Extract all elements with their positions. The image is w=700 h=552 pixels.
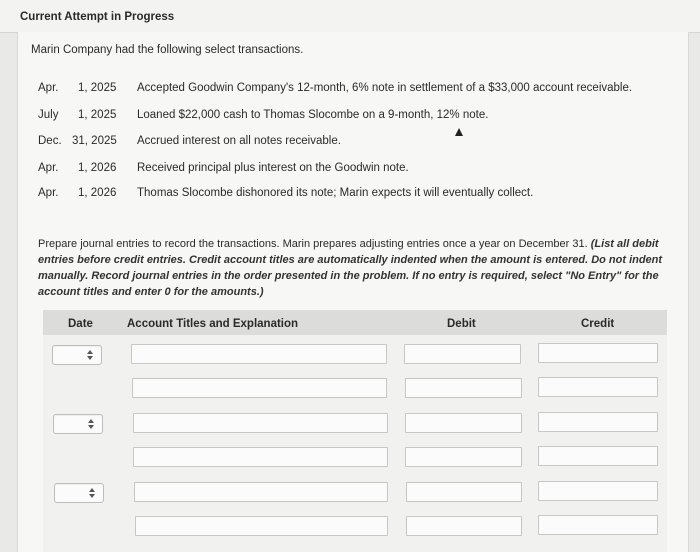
journal-table-header bbox=[43, 310, 667, 336]
date-select[interactable] bbox=[54, 483, 104, 503]
transaction-description: Loaned $22,000 cash to Thomas Slocombe on a 9-month, 12% note. bbox=[137, 109, 489, 121]
credit-input[interactable] bbox=[538, 412, 658, 432]
transaction-day: 1, 2026 bbox=[78, 162, 117, 174]
credit-input[interactable] bbox=[538, 343, 658, 363]
transaction-month: Dec. bbox=[38, 135, 62, 147]
date-select[interactable] bbox=[52, 345, 102, 365]
debit-input[interactable] bbox=[405, 447, 522, 467]
debit-input[interactable] bbox=[405, 378, 522, 398]
account-title-input[interactable] bbox=[132, 378, 387, 398]
credit-input[interactable] bbox=[538, 377, 658, 397]
page-header bbox=[0, 0, 700, 33]
select-arrows-icon bbox=[87, 350, 93, 360]
select-arrows-icon bbox=[88, 419, 94, 429]
account-title-input[interactable] bbox=[131, 344, 387, 364]
credit-input[interactable] bbox=[538, 515, 658, 535]
credit-input[interactable] bbox=[538, 481, 658, 501]
debit-input[interactable] bbox=[406, 482, 522, 502]
debit-input[interactable] bbox=[405, 413, 522, 433]
transaction-month: Apr. bbox=[38, 82, 59, 94]
transaction-day: 1, 2025 bbox=[78, 109, 117, 121]
credit-input[interactable] bbox=[538, 446, 658, 466]
column-header-credit: Credit bbox=[581, 318, 615, 330]
account-title-input[interactable] bbox=[134, 482, 388, 502]
transaction-month: Apr. bbox=[38, 187, 59, 199]
attempt-status-title: Current Attempt in Progress bbox=[20, 11, 175, 23]
transaction-description: Received principal plus interest on the Goodwin note. bbox=[137, 162, 409, 174]
account-title-input[interactable] bbox=[133, 447, 388, 467]
journal-table-body bbox=[43, 335, 667, 552]
transaction-month: July bbox=[38, 109, 59, 121]
transaction-description: Accrued interest on all notes receivable. bbox=[137, 135, 341, 147]
transaction-day: 31, 2025 bbox=[72, 135, 117, 147]
transaction-description: Accepted Goodwin Company's 12-month, 6% note in settlement of a $33,000 account receivable. bbox=[137, 82, 633, 94]
transaction-day: 1, 2026 bbox=[78, 187, 117, 199]
date-select[interactable] bbox=[53, 414, 103, 434]
transaction-description: Thomas Slocombe dishonored its note; Marin expects it will eventually collect. bbox=[137, 187, 534, 199]
select-arrows-icon bbox=[89, 488, 95, 498]
column-header-date: Date bbox=[68, 318, 93, 330]
transaction-month: Apr. bbox=[38, 162, 59, 174]
column-header-account: Account Titles and Explanation bbox=[127, 318, 299, 330]
instructions bbox=[38, 236, 668, 300]
instructions-lead: Prepare journal entries to record the transactions. Marin prepares adjusting entries once a year on December 31. bbox=[38, 238, 591, 250]
account-title-input[interactable] bbox=[135, 516, 388, 536]
problem-intro: Marin Company had the following select transactions. bbox=[31, 44, 304, 56]
column-header-debit: Debit bbox=[447, 318, 476, 330]
debit-input[interactable] bbox=[406, 516, 522, 536]
debit-input[interactable] bbox=[404, 344, 521, 364]
account-title-input[interactable] bbox=[133, 413, 388, 433]
transaction-day: 1, 2025 bbox=[78, 82, 117, 94]
instructions-note: (List all debit entries before credit entries. Credit account titles are automatically indented when the amount is entered. Do not indent manually. Record journal entries in the order presented in the problem. If no entry is required, select "No Entry" for the account titles and enter 0 for the amounts.) bbox=[38, 238, 663, 298]
mouse-cursor-icon bbox=[455, 128, 463, 136]
